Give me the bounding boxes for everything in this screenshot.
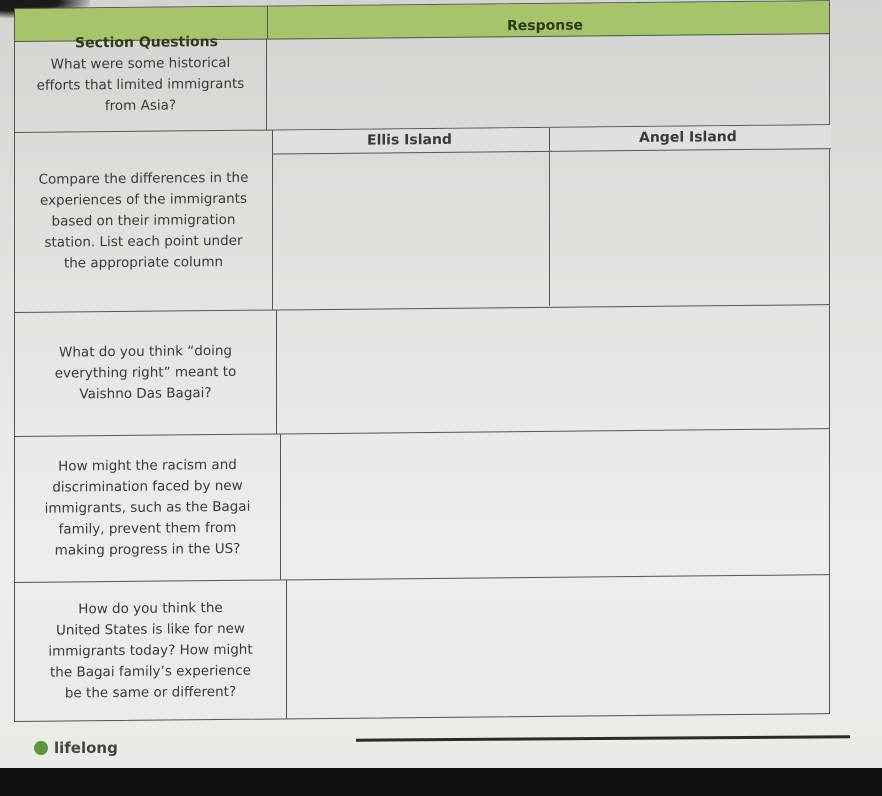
response-cell[interactable] bbox=[281, 429, 829, 579]
question-line: How do you think the bbox=[78, 599, 223, 617]
question-line: the Bagai family’s experience bbox=[50, 662, 251, 681]
ellis-island-label: Ellis Island bbox=[367, 131, 452, 149]
question-line: everything right” meant to bbox=[54, 363, 237, 382]
table-row bbox=[15, 125, 829, 313]
response-header: Response bbox=[507, 17, 584, 35]
question-line: Vaishno Das Bagai? bbox=[79, 385, 212, 403]
question-line: What do you think “doing bbox=[59, 342, 232, 361]
footer-rule bbox=[356, 735, 850, 741]
questions-table bbox=[14, 0, 830, 722]
section-questions-header: Section Questions bbox=[75, 34, 218, 52]
question-line: station. List each point under bbox=[44, 232, 243, 251]
response-cell[interactable] bbox=[267, 33, 829, 129]
question-line: experiences of the immigrants bbox=[40, 190, 247, 209]
logo-text: lifelong bbox=[54, 739, 118, 757]
question-line: based on their immigration bbox=[51, 211, 236, 230]
question-line: be the same or different? bbox=[64, 683, 237, 702]
question-line: from Asia? bbox=[104, 97, 177, 115]
question-line: United States is like for new bbox=[56, 620, 245, 639]
response-cell[interactable] bbox=[277, 305, 829, 433]
question-line: How might the racism and bbox=[58, 456, 237, 475]
question-line: efforts that limited immigrants bbox=[36, 75, 245, 94]
table-row bbox=[15, 429, 829, 583]
question-line: discrimination faced by new bbox=[52, 477, 243, 496]
header-divider bbox=[267, 7, 268, 39]
angel-island-response-cell[interactable] bbox=[549, 149, 831, 306]
question-line: immigrants, such as the Bagai bbox=[44, 498, 251, 517]
question-line: making progress in the US? bbox=[54, 540, 241, 559]
question-cell bbox=[15, 131, 273, 312]
table-row bbox=[15, 575, 829, 721]
question-line: the appropriate column bbox=[63, 253, 224, 272]
question-cell bbox=[15, 434, 281, 582]
table-row bbox=[15, 305, 829, 437]
table-row bbox=[15, 33, 829, 133]
angel-island-header bbox=[549, 125, 831, 152]
response-cell[interactable] bbox=[287, 575, 829, 718]
question-line: What were some historical bbox=[50, 54, 231, 73]
question-line: Compare the differences in the bbox=[38, 169, 249, 188]
question-line: family, prevent them from bbox=[58, 519, 237, 538]
bottom-black-bar bbox=[0, 768, 882, 796]
question-cell bbox=[15, 580, 287, 721]
question-cell bbox=[15, 310, 277, 436]
lifelong-logo-icon bbox=[34, 741, 48, 755]
response-area bbox=[273, 125, 829, 309]
footer-logo bbox=[34, 738, 118, 758]
question-cell bbox=[15, 39, 267, 132]
ellis-island-header bbox=[273, 128, 549, 155]
ellis-island-response-cell[interactable] bbox=[273, 152, 549, 309]
question-line: immigrants today? How might bbox=[48, 641, 253, 660]
angel-island-label: Angel Island bbox=[639, 129, 737, 147]
